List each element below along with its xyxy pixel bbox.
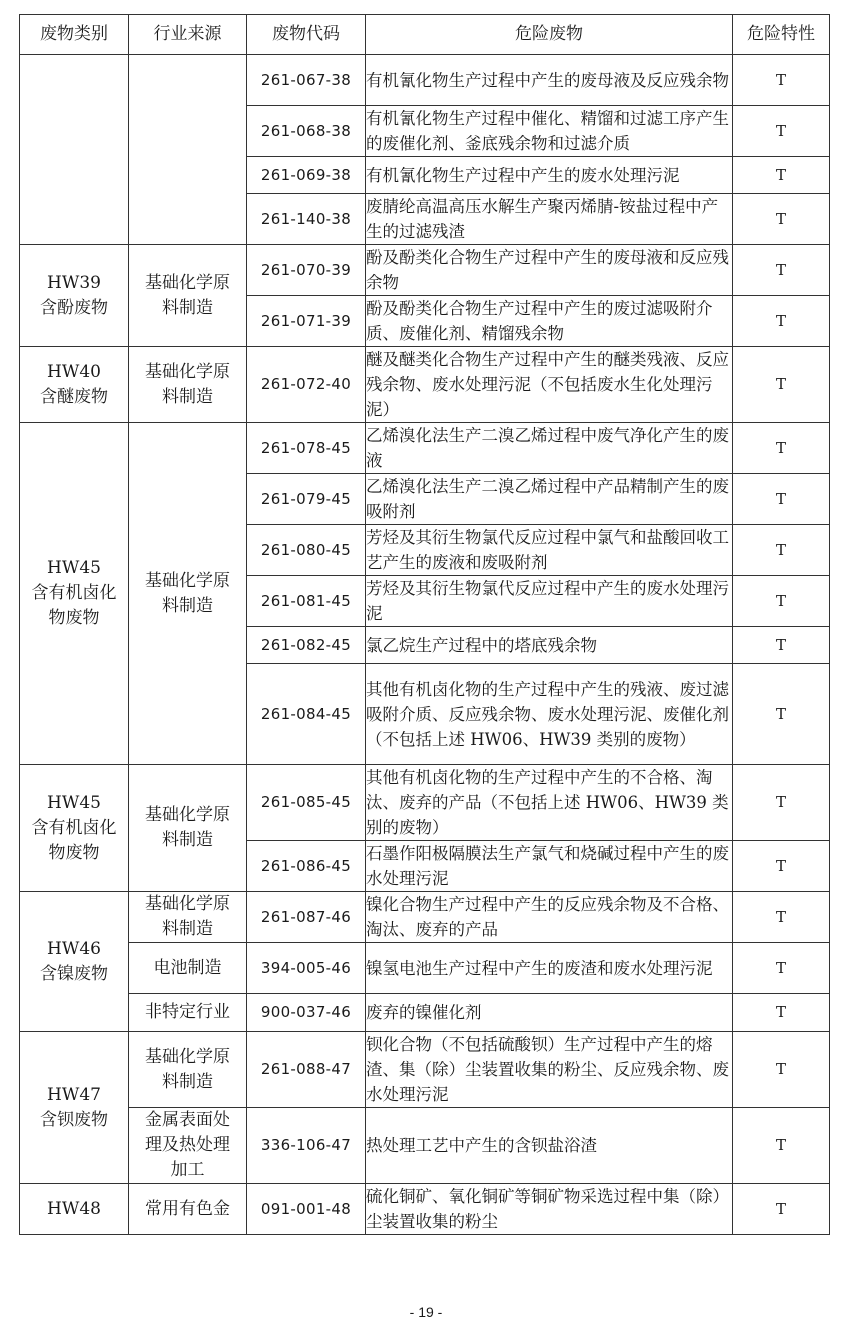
waste-category-cell (20, 892, 129, 1032)
hazard-property-cell: T (733, 1032, 830, 1108)
header-waste-category: 废物类别 (20, 15, 129, 55)
waste-description-cell: 石墨作阳极隔膜法生产氯气和烧碱过程中产生的废水处理污泥 (366, 841, 733, 892)
waste-description-cell: 其他有机卤化物的生产过程中产生的残液、废过滤吸附介质、反应残余物、废水处理污泥、废催化剂（不包括上述 HW06、HW39 类别的废物） (366, 664, 733, 765)
source-line: 电池制造 (153, 957, 222, 978)
source-line: 非特定行业 (145, 1002, 230, 1022)
waste-code-cell: 261-082-45 (247, 627, 366, 664)
category-name: 物废物 (48, 842, 100, 863)
source-line: 理及热处理 (145, 1135, 230, 1155)
source-line: 料制造 (162, 386, 213, 407)
table-row (20, 765, 830, 841)
waste-code-cell: 261-068-38 (247, 106, 366, 157)
category-code: HW40 (47, 361, 101, 382)
waste-category-cell (20, 1184, 129, 1235)
category-name: 物废物 (48, 608, 100, 628)
waste-description-cell: 其他有机卤化物的生产过程中产生的不合格、淘汰、废弃的产品（不包括上述 HW06、HW39 类别的废物） (366, 765, 733, 841)
source-line: 料制造 (162, 297, 213, 318)
hazard-property-cell: T (733, 943, 830, 994)
waste-category-cell (20, 55, 129, 245)
industry-source-cell (129, 994, 247, 1032)
source-line: 基础化学原 (145, 570, 230, 591)
table-row (20, 1184, 830, 1235)
hazard-property-cell: T (733, 841, 830, 892)
table-row (20, 423, 830, 474)
hazard-property-cell: T (733, 1108, 830, 1184)
industry-source-cell (129, 1184, 247, 1235)
industry-source-cell (129, 423, 247, 765)
table-row (20, 245, 830, 296)
source-line: 料制造 (162, 1071, 213, 1092)
source-line: 金属表面处 (145, 1110, 230, 1130)
waste-description-cell: 废弃的镍催化剂 (366, 994, 733, 1032)
waste-description-cell: 氯乙烷生产过程中的塔底残余物 (366, 627, 733, 664)
waste-description-cell: 芳烃及其衍生物氯代反应过程中产生的废水处理污泥 (366, 576, 733, 627)
hazard-property-cell: T (733, 664, 830, 765)
waste-code-cell: 091-001-48 (247, 1184, 366, 1235)
hazard-property-cell: T (733, 106, 830, 157)
header-hazard-property: 危险特性 (733, 15, 830, 55)
hazard-property-cell: T (733, 347, 830, 423)
waste-category-cell (20, 1032, 129, 1184)
category-code: HW46 (47, 938, 101, 959)
hazard-property-cell: T (733, 765, 830, 841)
table-row (20, 1108, 830, 1184)
industry-source-cell (129, 55, 247, 245)
source-line: 常用有色金 (145, 1198, 230, 1219)
source-line: 基础化学原 (145, 894, 230, 914)
hazard-property-cell: T (733, 245, 830, 296)
waste-code-cell: 261-081-45 (247, 576, 366, 627)
waste-category-cell (20, 765, 129, 892)
header-waste-code: 废物代码 (247, 15, 366, 55)
waste-code-cell: 261-084-45 (247, 664, 366, 765)
waste-code-cell: 261-071-39 (247, 296, 366, 347)
waste-category-cell (20, 245, 129, 347)
waste-description-cell: 有机氰化物生产过程中产生的废母液及反应残余物 (366, 55, 733, 106)
hazard-property-cell: T (733, 576, 830, 627)
category-code: HW45 (47, 558, 101, 578)
waste-description-cell: 镍氢电池生产过程中产生的废渣和废水处理污泥 (366, 943, 733, 994)
waste-code-cell: 261-069-38 (247, 157, 366, 194)
hazard-property-cell: T (733, 423, 830, 474)
waste-description-cell: 乙烯溴化法生产二溴乙烯过程中产品精制产生的废吸附剂 (366, 474, 733, 525)
waste-description-cell: 乙烯溴化法生产二溴乙烯过程中废气净化产生的废液 (366, 423, 733, 474)
industry-source-cell (129, 1032, 247, 1108)
waste-description-cell: 热处理工艺中产生的含钡盐浴渣 (366, 1108, 733, 1184)
waste-description-cell: 酚及酚类化合物生产过程中产生的废过滤吸附介质、废催化剂、精馏残余物 (366, 296, 733, 347)
category-name: 含有机卤化 (31, 583, 117, 603)
waste-description-cell: 有机氰化物生产过程中催化、精馏和过滤工序产生的废催化剂、釜底残余物和过滤介质 (366, 106, 733, 157)
industry-source-cell (129, 347, 247, 423)
source-line: 基础化学原 (145, 1046, 230, 1067)
waste-description-cell: 废腈纶高温高压水解生产聚丙烯腈-铵盐过程中产生的过滤残渣 (366, 194, 733, 245)
hazard-property-cell: T (733, 627, 830, 664)
industry-source-cell (129, 765, 247, 892)
hazard-property-cell: T (733, 296, 830, 347)
waste-code-cell: 261-078-45 (247, 423, 366, 474)
waste-code-cell: 261-140-38 (247, 194, 366, 245)
source-line: 基础化学原 (145, 272, 230, 293)
waste-code-cell: 394-005-46 (247, 943, 366, 994)
table-row (20, 943, 830, 994)
waste-code-cell: 261-070-39 (247, 245, 366, 296)
category-name: 含有机卤化 (31, 817, 117, 838)
hazardous-waste-table (19, 14, 830, 1235)
hazard-property-cell: T (733, 194, 830, 245)
hazard-property-cell: T (733, 994, 830, 1032)
source-line: 加工 (170, 1160, 205, 1180)
waste-code-cell: 336-106-47 (247, 1108, 366, 1184)
waste-description-cell: 钡化合物（不包括硫酸钡）生产过程中产生的熔渣、集（除）尘装置收集的粉尘、反应残余物、废水处理污泥 (366, 1032, 733, 1108)
category-code: HW45 (47, 792, 101, 813)
waste-code-cell: 261-072-40 (247, 347, 366, 423)
waste-code-cell: 261-080-45 (247, 525, 366, 576)
industry-source-cell (129, 892, 247, 943)
source-line: 料制造 (162, 595, 213, 616)
source-line: 料制造 (162, 830, 213, 850)
hazard-property-cell: T (733, 525, 830, 576)
category-code: HW47 (47, 1084, 101, 1105)
page-number: - 19 - (409, 1304, 443, 1320)
waste-code-cell: 261-079-45 (247, 474, 366, 525)
category-name: 含钡废物 (40, 1109, 108, 1130)
waste-category-cell (20, 423, 129, 765)
table-row (20, 347, 830, 423)
category-code: HW48 (47, 1198, 101, 1219)
category-code: HW39 (47, 272, 101, 293)
header-industry-source: 行业来源 (129, 15, 247, 55)
waste-code-cell: 261-067-38 (247, 55, 366, 106)
category-name: 含酚废物 (40, 297, 108, 318)
hazard-property-cell: T (733, 157, 830, 194)
waste-code-cell: 900-037-46 (247, 994, 366, 1032)
hazard-property-cell: T (733, 1184, 830, 1235)
category-name: 含镍废物 (40, 963, 108, 984)
waste-code-cell: 261-088-47 (247, 1032, 366, 1108)
hazard-property-cell: T (733, 892, 830, 943)
table-row (20, 994, 830, 1032)
industry-source-cell (129, 943, 247, 994)
waste-code-cell: 261-086-45 (247, 841, 366, 892)
industry-source-cell (129, 245, 247, 347)
table-row (20, 892, 830, 943)
waste-code-cell: 261-085-45 (247, 765, 366, 841)
waste-description-cell: 镍化合物生产过程中产生的反应残余物及不合格、淘汰、废弃的产品 (366, 892, 733, 943)
source-line: 基础化学原 (145, 361, 230, 382)
table-row (20, 55, 830, 106)
table-row (20, 1032, 830, 1108)
waste-description-cell: 芳烃及其衍生物氯代反应过程中氯气和盐酸回收工艺产生的废液和废吸附剂 (366, 525, 733, 576)
waste-description-cell: 醚及醚类化合物生产过程中产生的醚类残液、反应残余物、废水处理污泥（不包括废水生化处理污泥） (366, 347, 733, 423)
waste-description-cell: 有机氰化物生产过程中产生的废水处理污泥 (366, 157, 733, 194)
header-hazardous-waste: 危险废物 (366, 15, 733, 55)
waste-description-cell: 酚及酚类化合物生产过程中产生的废母液和反应残余物 (366, 245, 733, 296)
hazard-property-cell: T (733, 474, 830, 525)
waste-category-cell (20, 347, 129, 423)
waste-description-cell: 硫化铜矿、氧化铜矿等铜矿物采选过程中集（除）尘装置收集的粉尘 (366, 1184, 733, 1235)
waste-code-cell: 261-087-46 (247, 892, 366, 943)
industry-source-cell (129, 1108, 247, 1184)
source-line: 料制造 (162, 919, 213, 939)
source-line: 基础化学原 (145, 805, 230, 825)
hazard-property-cell: T (733, 55, 830, 106)
table-header-row (20, 15, 830, 55)
category-name: 含醚废物 (40, 386, 108, 407)
